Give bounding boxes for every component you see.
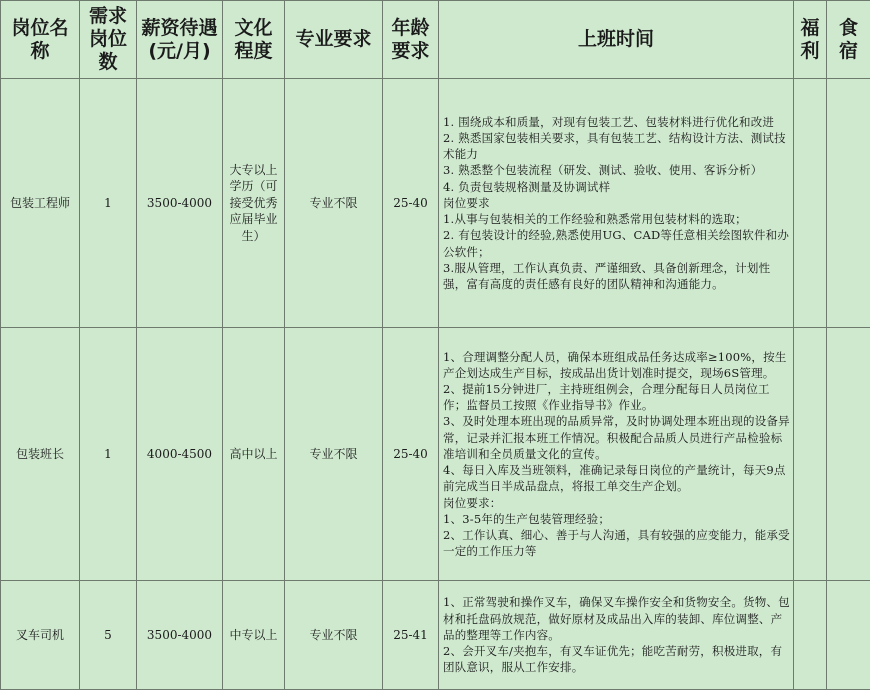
age-cell: 25-40 [383, 79, 439, 328]
education-cell: 高中以上 [223, 328, 285, 581]
description-line: 1.从事与包装相关的工作经验和熟悉常用包装材料的选取； [443, 211, 790, 227]
description-line: 2. 有包装设计的经验,熟悉使用UG、CAD等任意相关绘图软件和办公软件； [443, 227, 790, 259]
description-line: 1、正常驾驶和操作叉车，确保叉车操作安全和货物安全。货物、包材和托盘码放规范，做好原材及成品出入库的装卸、库位调整、产品的整理等工作内容。 [443, 594, 790, 643]
description-line: 1. 围绕成本和质量，对现有包装工艺、包装材料进行优化和改进 [443, 114, 790, 130]
welfare-cell [794, 79, 827, 328]
work-description-cell [439, 328, 794, 581]
board-cell [827, 328, 870, 581]
headcount-cell: 5 [80, 581, 137, 690]
headcount-cell: 1 [80, 328, 137, 581]
header-row [1, 1, 870, 79]
position-cell: 叉车司机 [1, 581, 80, 690]
table-row [1, 79, 870, 328]
header-age: 年龄要求 [383, 1, 439, 79]
description-line: 3. 熟悉整个包装流程（研发、测试、验收、使用、客诉分析） [443, 162, 790, 178]
description-line: 2、工作认真、细心、善于与人沟通，具有较强的应变能力，能承受一定的工作压力等 [443, 527, 790, 559]
board-cell [827, 79, 870, 328]
header-headcount: 需求岗位数 [80, 1, 137, 79]
table-row [1, 581, 870, 690]
major-cell: 专业不限 [285, 581, 383, 690]
salary-cell: 3500-4000 [137, 581, 223, 690]
description-line: 2. 熟悉国家包装相关要求，具有包装工艺、结构设计方法、测试技术能力 [443, 130, 790, 162]
position-cell: 包装班长 [1, 328, 80, 581]
salary-cell: 3500-4000 [137, 79, 223, 328]
description-line: 岗位要求 [443, 195, 790, 211]
welfare-cell [794, 328, 827, 581]
education-cell: 大专以上学历（可接受优秀应届毕业生） [223, 79, 285, 328]
major-cell: 专业不限 [285, 79, 383, 328]
header-position: 岗位名称 [1, 1, 80, 79]
description-line: 1、合理调整分配人员，确保本班组成品任务达成率≥100%，按生产企划达成生产目标，按成品出货计划准时提交，现场6S管理。 [443, 349, 790, 381]
description-line: 2、会开叉车/夹抱车，有叉车证优先；能吃苦耐劳，积极进取，有团队意识，服从工作安排。 [443, 643, 790, 675]
header-major: 专业要求 [285, 1, 383, 79]
description-line: 2、提前15分钟进厂，主持班组例会，合理分配每日人员岗位工作；监督员工按照《作业指导书》作业。 [443, 381, 790, 413]
description-line: 3、及时处理本班出现的品质异常，及时协调处理本班出现的设备异常，记录并汇报本班工作情况。积极配合品质人员进行产品检验标准培训和全员质量文化的宣传。 [443, 413, 790, 462]
description-line: 岗位要求： [443, 495, 790, 511]
work-description-cell [439, 581, 794, 690]
age-cell: 25-41 [383, 581, 439, 690]
description-line: 4、每日入库及当班领料，准确记录每日岗位的产量统计，每天9点前完成当日半成品盘点，将报工单交生产企划。 [443, 462, 790, 494]
header-work-time: 上班时间 [439, 1, 794, 79]
header-welfare: 福利 [794, 1, 827, 79]
description-line: 4. 负责包装规格测量及协调试样 [443, 179, 790, 195]
age-cell: 25-40 [383, 328, 439, 581]
description-line: 3.服从管理，工作认真负责、严谨细致、具备创新理念，计划性强，富有高度的责任感有良好的团队精神和沟通能力。 [443, 260, 790, 292]
description-line: 1、3-5年的生产包装管理经验； [443, 511, 790, 527]
header-salary: 薪资待遇(元/月) [137, 1, 223, 79]
header-board: 食宿 [827, 1, 870, 79]
board-cell [827, 581, 870, 690]
salary-cell: 4000-4500 [137, 328, 223, 581]
table-row [1, 328, 870, 581]
header-education: 文化程度 [223, 1, 285, 79]
work-description-cell [439, 79, 794, 328]
welfare-cell [794, 581, 827, 690]
position-cell: 包装工程师 [1, 79, 80, 328]
major-cell: 专业不限 [285, 328, 383, 581]
education-cell: 中专以上 [223, 581, 285, 690]
headcount-cell: 1 [80, 79, 137, 328]
